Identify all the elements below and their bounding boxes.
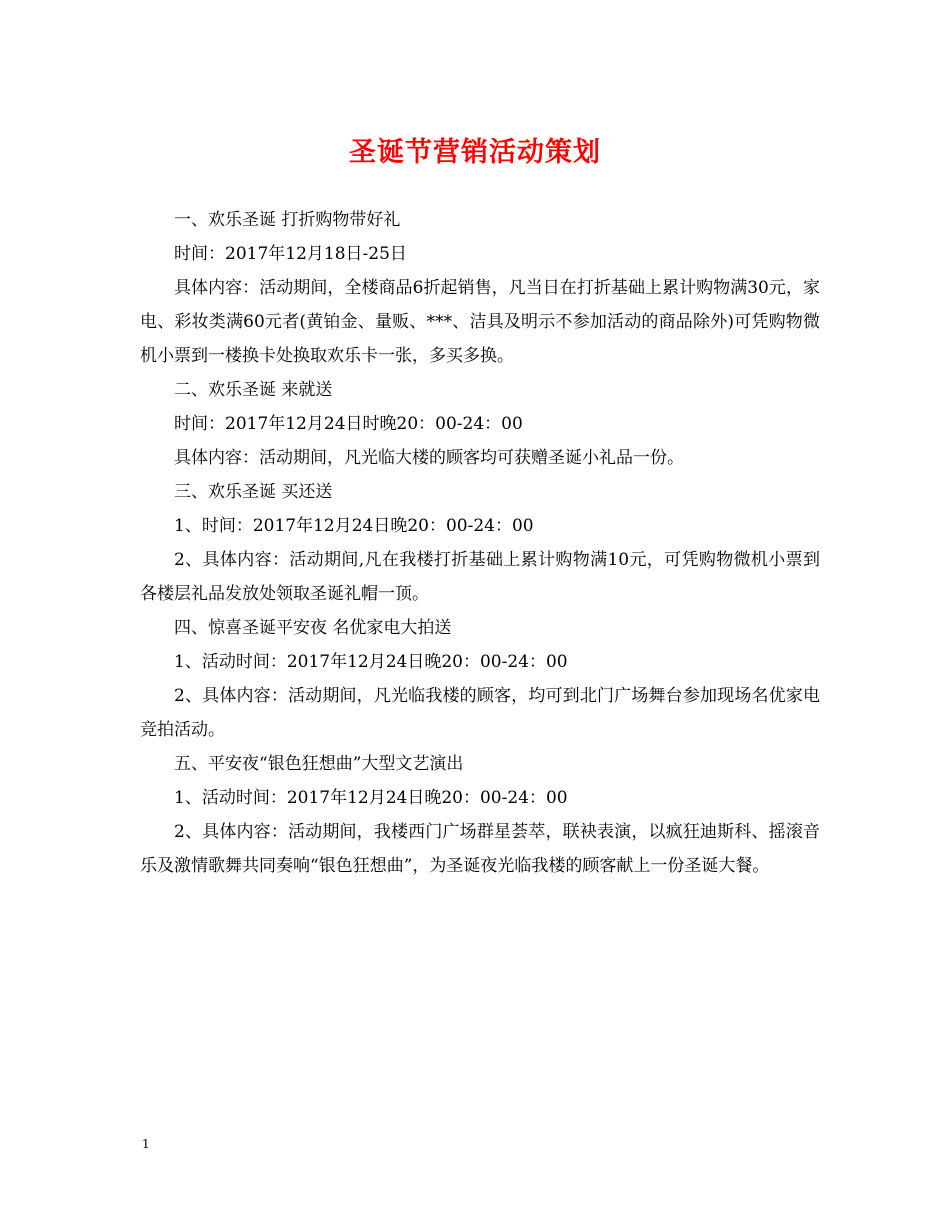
section-heading-3: 三、欢乐圣诞 买还送	[174, 482, 333, 502]
document-title: 圣诞节营销活动策划	[349, 137, 601, 168]
paragraph: 1、活动时间：2017年12月24日晚20：00-24：00	[174, 788, 568, 808]
paragraph: 2、具体内容：活动期间,凡在我楼打折基础上累计购物满10元，可凭购物微机小票到各楼层礼品发放处领取圣诞礼帽一顶。	[140, 550, 820, 604]
paragraph: 时间：2017年12月18日-25日	[174, 244, 407, 264]
paragraph: 具体内容：活动期间，凡光临大楼的顾客均可获赠圣诞小礼品一份。	[174, 448, 684, 468]
paragraph: 时间：2017年12月24日时晚20：00-24：00	[174, 414, 523, 434]
section-heading-1: 一、欢乐圣诞 打折购物带好礼	[174, 210, 401, 230]
section-heading-5: 五、平安夜“银色狂想曲”大型文艺演出	[174, 754, 464, 774]
paragraph: 2、具体内容：活动期间，我楼西门广场群星荟萃，联袂表演，以疯狂迪斯科、摇滚音乐及激情歌舞共同奏响“银色狂想曲”，为圣诞夜光临我楼的顾客献上一份圣诞大餐。	[140, 822, 820, 876]
paragraph: 具体内容：活动期间，全楼商品6折起销售，凡当日在打折基础上累计购物满30元，家电、彩妆类满60元者(黄铂金、量贩、***、洁具及明示不参加活动的商品除外)可凭购物微机小票到一楼换卡处换取欢乐卡一张，多买多换。	[140, 278, 820, 366]
section-heading-2: 二、欢乐圣诞 来就送	[174, 380, 333, 400]
paragraph: 1、时间：2017年12月24日晚20：00-24：00	[174, 516, 534, 536]
document-body	[140, 203, 820, 883]
paragraph: 1、活动时间：2017年12月24日晚20：00-24：00	[174, 652, 568, 672]
section-heading-4: 四、惊喜圣诞平安夜 名优家电大拍送	[174, 618, 452, 638]
paragraph: 2、具体内容：活动期间，凡光临我楼的顾客，均可到北门广场舞台参加现场名优家电竞拍活动。	[140, 686, 820, 740]
page-number: 1	[142, 1137, 150, 1151]
